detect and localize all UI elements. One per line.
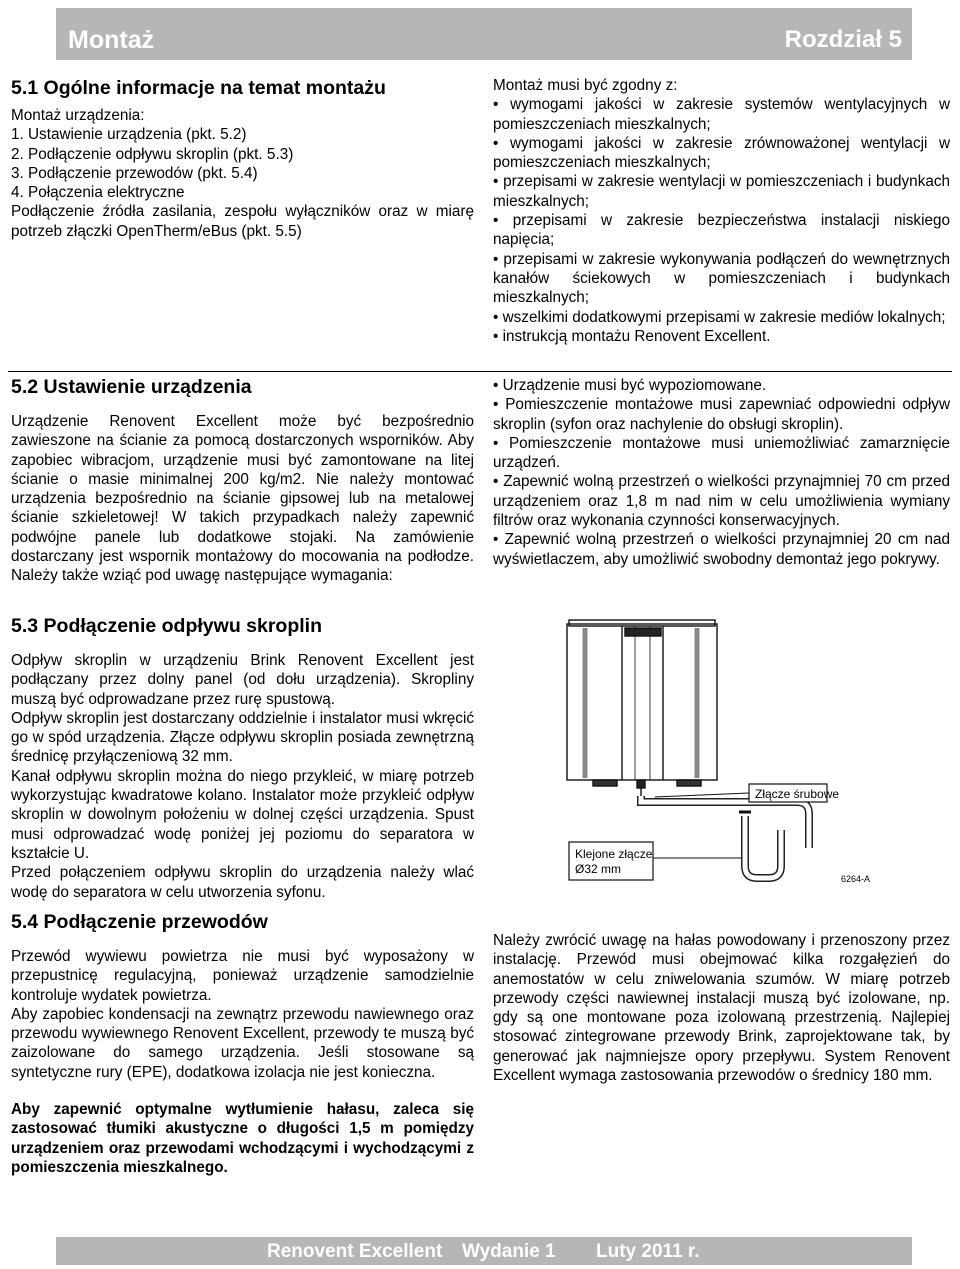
list-item: • przepisami w zakresie bezpieczeństwa instalacji niskiego napięcia; [493, 211, 950, 250]
section-heading: 5.1 Ogólne informacje na temat montażu [11, 77, 386, 99]
list-item: 3. Podłączenie przewodów (pkt. 5.4) [11, 164, 258, 182]
section-heading: 5.2 Ustawienie urządzenia [11, 376, 252, 398]
label-screw-connector: Złącze śrubowe [755, 787, 840, 801]
paragraph: Przewód wywiewu powietrza nie musi być wyposażony w przepustnicę regulacyjną, ponieważ urządzenie samodzielnie kontroluje wydatek powietrza. [11, 948, 474, 1004]
section-5-2 [11, 375, 474, 586]
paragraph: Kanał odpływu skroplin można do niego przykleić, w miarę potrzeb wykorzystując kwadratowe kolano. Instalator może przykleić odpływ skroplin w dowolnym położeniu w dolnej części urządzenia. Spust musi odprowadzać wodę poniżej jej poziomu do separatora w kształcie U. [11, 767, 474, 862]
divider [8, 371, 952, 372]
footer-date: Luty 2011 r. [596, 1241, 700, 1262]
paragraph: Należy zwrócić uwagę na hałas powodowany i przenoszony przez instalację. Przewód musi obejmować kilka rozgałęzień do anemostatów w celu zniwelowania szumów. W miarę potrzeb przewody części nawiewnej instalacji muszą być izolowane, np. gdy są one montowane poza izolowaną przestrzenią. Najlepiej stosować zintegrowane przewody Brink, zaprojektowane tak, by generować jak najmniejsze opory przepływu. System Renovent Excellent wymaga zastosowania przewodów o średnicy 180 mm. [493, 932, 950, 1085]
list-item: • Urządzenie musi być wypoziomowane. [493, 376, 950, 395]
paragraph: Podłączenie źródła zasilania, zespołu wyłączników oraz w miarę potrzeb złączki OpenTherm/eBus (pkt. 5.5) [11, 203, 474, 240]
list-item: • przepisami w zakresie wentylacji w pomieszczeniach i budynkach mieszkalnych; [493, 172, 950, 211]
list-item: • wszelkimi dodatkowymi przepisami w zakresie mediów lokalnych; [493, 308, 950, 327]
list-item: • przepisami w zakresie wykonywania podłączeń do wewnętrznych kanałów ściekowych w pomieszczeniach i budynkach mieszkalnych; [493, 250, 950, 308]
figure-code: 6264-A [841, 874, 871, 884]
requirements-intro: Montaż musi być zgodny z: [493, 77, 678, 94]
section-heading: 5.3 Podłączenie odpływu skroplin [11, 615, 322, 637]
header-title: Montaż [68, 26, 155, 54]
paragraph: Odpływ skroplin w urządzeniu Brink Renovent Excellent jest podłączany przez dolny panel (od dołu urządzenia). Skropliny muszą być odprowadzane przez rurę spustową. [11, 652, 474, 708]
paragraph: Przed połączeniem odpływu skroplin do urządzenia należy wlać wodę do separatora w celu utworzenia syfonu. [11, 864, 474, 901]
list-item: • Zapewnić wolną przestrzeń o wielkości przynajmniej 70 cm przed urządzeniem oraz 1,8 m nad nim w celu umożliwienia wymiany filtrów oraz wykonania czynności konserwacyjnych. [493, 472, 950, 530]
list-item: • Pomieszczenie montażowe musi zapewniać odpowiedni odpływ skroplin (syfon oraz nachylenie do obsługi skroplin). [493, 395, 950, 434]
paragraph: Urządzenie Renovent Excellent może być bezpośrednio zawieszone na ścianie za pomocą dostarczonych wsporników. Aby zapobiec wibracjom, urządzenie musi być zamontowane na litej ścianie o masie minimalnej 200 kg/m2. Nie należy montować urządzenia bezpośrednio na ścianie gipsowej lub na metalowej ścianie szkieletowej! W takich przypadkach należy zapewnić podwójne panele lub dodatkowe stojaki. Na zamówienie dostarczany jest wspornik montażowy do mocowania na podłodze. Należy także wziąć pod uwagę następujące wymagania: [11, 413, 474, 585]
requirements-list [493, 76, 950, 346]
section-intro: Montaż urządzenia: [11, 107, 145, 124]
section-5-3 [11, 614, 474, 902]
page-header [56, 8, 912, 60]
bold-note: Aby zapewnić optymalne wytłumienie hałasu, zaleca się zastosować tłumiki akustyczne o długości 1,5 m pomiędzy urządzeniem oraz przewodami wchodzącymi i wychodzącymi z pomieszczenia mieszkalnego. [11, 1101, 474, 1176]
list-item: • Zapewnić wolną przestrzeń o wielkości przynajmniej 20 cm nad wyświetlaczem, aby umożliwić swobodny demontaż jego pokrywy. [493, 530, 950, 569]
header-chapter: Rozdział 5 [784, 26, 902, 53]
paragraph: Aby zapobiec kondensacji na zewnątrz przewodu nawiewnego oraz przewodu wywiewnego Renovent Excellent, przewody te muszą być zaizolowane do samego urządzenia. Jeśli stosowane są syntetyczne rury (EPE), dodatkowa izolacja nie jest konieczna. [11, 1005, 474, 1081]
placement-requirements [493, 376, 950, 569]
display-panel [625, 628, 661, 636]
condensate-drain-diagram [565, 616, 895, 886]
label-diameter: Ø32 mm [575, 862, 622, 876]
list-item: • instrukcją montażu Renovent Excellent. [493, 327, 950, 346]
label-glued-connector: Klejone złącze [575, 847, 653, 861]
list-item: 4. Połączenia elektryczne [11, 184, 185, 202]
footer-product: Renovent Excellent [267, 1241, 443, 1262]
list-item: • Pomieszczenie montażowe musi uniemożliwiać zamarznięcie urządzeń. [493, 434, 950, 473]
paragraph: Odpływ skroplin jest dostarczany oddzielnie i instalator musi wkręcić go w spód urządzenia. Złącze odpływu skroplin posiada zewnętrzną średnicę przyłączeniową 32 mm. [11, 709, 474, 766]
condensate-drain-figure [565, 616, 895, 886]
list-item: 1. Ustawienie urządzenia (pkt. 5.2) [11, 126, 247, 144]
section-5-4-right [493, 931, 950, 1085]
footer-edition: Wydanie 1 [462, 1241, 556, 1262]
list-item: • wymogami jakości w zakresie zrównoważonej wentylacji w pomieszczeniach mieszkalnych; [493, 134, 950, 173]
section-heading: 5.4 Podłączenie przewodów [11, 911, 268, 933]
section-5-1 [11, 76, 474, 241]
list-item: • wymogami jakości w zakresie systemów wentylacyjnych w pomieszczeniach mieszkalnych; [493, 95, 950, 134]
page-footer [56, 1237, 912, 1265]
list-item: 2. Podłączenie odpływu skroplin (pkt. 5.3) [11, 145, 294, 163]
unit-top-rim [569, 620, 715, 626]
section-5-4 [11, 910, 474, 1177]
